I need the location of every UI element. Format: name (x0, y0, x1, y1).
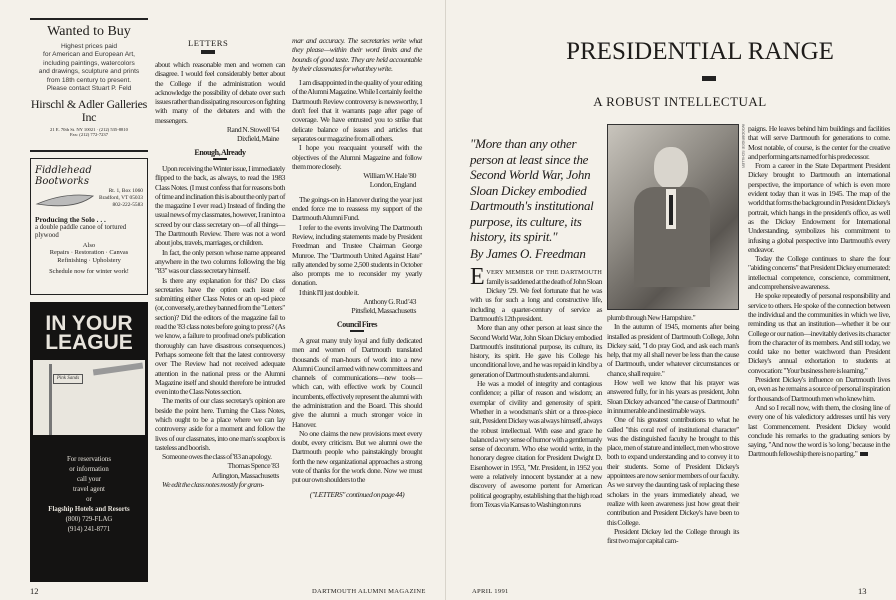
ad-phone: 802-222-5583 (112, 202, 143, 208)
ad-headline: Producing the Solo . . . (35, 215, 106, 224)
article-subtitle: A ROBUST INTELLECTUAL (593, 94, 767, 109)
ad-headline (30, 314, 148, 352)
letter-location: London, England (369, 180, 416, 190)
letter-paragraph: In fact, the only person whose name appeared anywhere in the two columns following the big "83" was our class secretary himself. (155, 247, 285, 276)
letter-signature: Rand N. Stowell '64 (226, 125, 279, 135)
letter-paragraph: I refer to the events involving The Dartmouth Review, including statements made by President Freedman and Trustee Chairman George Munroe. The "Dartmouth United Against Hate" rally attended by some 2,500 students in October also prompts me to reconsider my yearly donation. (292, 222, 422, 288)
article-title: PRESIDENTIAL RANGE (566, 38, 834, 65)
article-paragraph: paigns. He leaves behind him buildings and facilities that will serve Dartmouth for generations to come. Most notable, of course, is the center for the creative and performing arts named for his predecessor. (748, 124, 890, 161)
ad-title: Wanted to Buy (47, 24, 131, 39)
ad-line: for American and European Art, (43, 51, 135, 59)
letter-location: Dixfield, Maine (236, 134, 279, 144)
ad-divider (30, 18, 148, 20)
ad-also: Also (82, 242, 96, 250)
letters-column-1 (155, 60, 285, 489)
page-number-right: 13 (858, 586, 867, 596)
ad-line: travel agent (73, 486, 105, 493)
ad-in-your-league (30, 302, 148, 582)
article-paragraph: How well we know that his prayer was answered fully, for in his years as president, John Sloan Dickey advanced "the cause of Dartmouth" in innumerable and inestimable ways. (607, 378, 739, 415)
article-paragraph: From a career in the State Department President Dickey brought to Dartmouth an international perspective, the importance of which is even more evident today than it was in 1945. The map of the world that forms the background in President Dickey's portrait, which hangs in the president's office, as well as the Dickey Endowment for International Understanding, symbolizes his commitment to infusing a global perspective into Dartmouth's every endeavor. (748, 161, 890, 254)
ad-fiddlehead-bootworks (30, 158, 148, 295)
page-number-left: 12 (30, 586, 39, 596)
continued-note[interactable]: ("LETTERS" continued on page 44) (309, 489, 405, 499)
article-paragraph: President Dickey led the College through its first two major capital cam- (607, 526, 739, 546)
heading-rule (350, 330, 364, 332)
ad-address: 21 E. 70th St. NY 10021 · (212) 535-8810 (50, 127, 128, 133)
canoe-illustration (35, 188, 95, 212)
article-paragraph: He was a model of integrity and contagious confidence; a pillar of reason and wisdom; an exemplar of civility and generosity of spirit. Whether in a woodsman's shirt or a three-piece suit, President Dickey was always himself, always the robust intellectual. With ease and grace he balanced a wry sense of humor with a gentlemanly sense of decorum. Who else would write, in the honorary degree citation for President Dwight D. Eisenhower in 1953, "Mr. President, in 1952 you were a relatively innocent bystander at a new discovery of awesome portent for American political geography, establishing that the high road from Texas via Kansas to Washington runs (470, 379, 602, 509)
ad-fax: Fax: (212) 772-7237 (69, 132, 109, 138)
article-paragraph: More than any other person at least since the Second World War, John Sloan Dickey embodied Dartmouth's institutional purpose, its culture, its history, its spirit. He gave his College his unconditional love, and he was repaid in kind by a generation of Dartmouth students and alumni. (470, 323, 602, 379)
ad-line: including paintings, watercolors (43, 59, 135, 67)
article-paragraph: Today the College continues to share the four "abiding concerns" that President Dickey enumerated: intellectual competence, conscience, commitment, and comprehensive awareness. (748, 254, 890, 292)
letter-signature: Thomas Spence '83 (227, 461, 279, 471)
article-lead-column (470, 136, 602, 509)
letters-column-2 (292, 36, 422, 499)
ad-line: Highest prices paid (60, 43, 118, 50)
letter-paragraph: Is there any explanation for this? Do class secretaries have the option each issue of submitting either Class Notes or an op-ed piece (or, conversely, are they banned from the "Letters" section)? Did the editors of the magazine fail to read the '83 class notes before going to press? (As we know, a failure to proofread one's publication thoroughly can have disastrous consequences.) Perhaps someone felt that the latest controversy over The Review had not received adequate attention in the national press or the Alumni Magazine itself and should therefore be intruded even into the Class Notes section. (155, 275, 285, 397)
letter-paragraph: Someone owes the class of '83 an apology. (162, 452, 272, 462)
ad-services: Repairs · Restoration · Canvas Refinishing · Upholstery (49, 249, 129, 265)
article-column-2 (607, 313, 739, 545)
section-bar (201, 50, 215, 54)
article-paragraph: And so I recall now, with them, the closing line of every one of his valedictory addresses until his very last Commencement. President Dickey would conclude his remarks to the graduating seniors by saying, "And now the word is 'so long,' because in the Dartmouth fellowship there is no parting." (748, 402, 890, 459)
ad-headline-line: LEAGUE (45, 331, 133, 354)
title-bar (702, 76, 716, 81)
article-paragraph: family is saddened at the death of John Sloan Dickey '29. We feel fortunate that he was with us for such a long and constructive life, including a quarter-century of service as Dartmouth's 12th president. (470, 276, 602, 323)
sign-text: Pink Sands (53, 374, 83, 384)
article-paragraph: plumb through New Hampshire." (607, 313, 696, 322)
ad-wanted-to-buy (30, 24, 148, 137)
article-paragraph: One of his greatest contributions to what he called "this coral reef of institutional character" was the distinguished faculty he brought to this place, men of stature and intellect, men who strove both to expand understanding and to convey it to their students. Some of President Dickey's appointees are now senior members of our faculty. As we survey the daunting task of replacing these scholars in the years immediately ahead, we realize with keen awareness just how great their contribution and President Dickey's have been to this College. (607, 415, 739, 527)
issue-date: APRIL 1991 (472, 588, 509, 595)
article-paragraph: He spoke repeatedly of personal responsibility and service to others. He spoke of the connection between the individual and the communities in which we live, reminding us that an institution—whether it be our College or our nation—inevitably derives its character from the character of its members. And still today, we could take no better watchword than President Dickey's annual exhortation to students at convocation: "Your business here is learning." (748, 291, 890, 375)
letter-paragraph: The merits of our class secretary's opinion are beside the point here. Turning the Class Notes, which ought to be a place where we can lay controversy aside for a moment and follow the lives of our classmates, into one man's soapbox is tasteless and boorish. (155, 396, 285, 452)
ad-divider (30, 150, 148, 152)
letter-paragraph: Upon receiving the Winter issue, I immediately flipped to the back, as always, to read the 1983 Class Notes. (I must confess that for reasons both of time and inclination this is about the only part of the magazine I ever read.) Instead of finding the usual news of my classmates, however, I ran into a screed by our class secretary on—of all things—The Dartmouth Review. There was not a word about jobs, travels, marriages, or children. (155, 163, 285, 248)
letter-paragraph: No one claims the new provisions meet every doubt, every criticism. But we alumni owe the Dartmouth people who painstakingly brought forth the new organizational approaches a strong vote of thanks for the work done. Now we must put our own shoulders to the (292, 428, 422, 485)
beach-signpost-illustration (33, 360, 145, 435)
letter-heading: Enough, Already (194, 147, 246, 157)
letter-paragraph: I am disappointed in the quality of your editing of the Alumni Magazine. While I certainly feel the Dartmouth Review controversy is newsworthy, I don't feel that it warrants page after page of coverage. We have entrusted you to strike that delicate balance of issues and articles that separates our magazine from all others. (292, 78, 422, 143)
ad-line: call your (77, 476, 101, 483)
ad-phone: (800) 729-FLAG (65, 516, 113, 523)
ad-line: or information (69, 466, 109, 473)
ad-line: For reservations (67, 456, 111, 463)
article-paragraph: President Dickey's influence on Dartmouth lives on, even as he remains a source of personal inspiration for thousands of Dartmouth men who knew him. (748, 375, 890, 403)
letter-location: Arlington, Massachusetts (211, 470, 279, 480)
heading-rule (213, 158, 227, 160)
section-header-letters: LETTERS (188, 38, 229, 48)
ad-line: or (86, 496, 92, 503)
letter-paragraph: A great many truly loyal and fully dedicated men and women of Dartmouth translated thousands of man-hours of work into a new Alumni Council armed with new committees and channels of communications—new tools—which can, with effective work by Council incumbents, effectively represent the alumni with the administration and the Board. This should give the alumni a much stronger voice in Hanover. (292, 335, 422, 429)
article-column-1 (470, 263, 602, 510)
ad-line: from 18th century to present. (46, 76, 132, 84)
ad-phone: (914) 241-8771 (67, 526, 111, 533)
letter-location: Pittsfield, Massachusetts (351, 306, 416, 316)
ad-line: and drawings, sculpture and prints (38, 68, 140, 76)
ad-description: a double paddle canoe of tortured plywood (35, 224, 127, 240)
letter-paragraph: The goings-on in Hanover during the year just ended force me to reassess my support of the Dartmouth Alumni Fund. (292, 194, 422, 223)
ad-cta: Schedule now for winter work! (49, 268, 129, 276)
ad-address: Bradford, VT 05033 (99, 195, 143, 201)
end-mark (860, 452, 868, 456)
article-paragraph: In the autumn of 1945, moments after being installed as president of Dartmouth College, John Dickey said, "I do pray God, and ask each man's help, that my all shall never be less than the cause of Dartmouth, under whatever circumstances or chance, shall require." (607, 322, 739, 378)
editor-note: We edit the class notes mostly for gram- (162, 480, 264, 490)
letter-paragraph: I think I'll just double it. (299, 287, 359, 297)
lead-in: VERY MEMBER OF THE DARTMOUTH (486, 268, 602, 276)
ad-address: Rt. 1, Box 1060 (108, 188, 143, 194)
hirschl-adler-logo: Hirschl & Adler Galleries Inc (30, 97, 148, 125)
letter-signature: William W. Hale '80 (363, 171, 416, 181)
photo-credit: WOODBRIDGE SCHILLER (741, 124, 745, 168)
pull-quote: "More than any other person at least since the Second World War, John Sloan Dickey embodied Dartmouth's institutional purpose, its culture, its history, its spirit." (470, 136, 594, 244)
byline: By James O. Freedman (470, 245, 586, 261)
letter-signature: Anthony G. Rud '43 (363, 297, 416, 307)
letter-paragraph: about which reasonable men and women can disagree. I would feel considerably better about the College if the administration would acknowledge the possibility of debate over such issues rather than dissipating resources on fighting with many of the debaters and with the messengers. (155, 60, 285, 125)
magazine-name: DARTMOUTH ALUMNI MAGAZINE (312, 588, 426, 595)
fiddlehead-logo: Fiddlehead Bootworks (35, 165, 92, 187)
letter-paragraph: I hope you reacquaint yourself with the objectives of the Alumni Magazine and follow them more closely. (292, 143, 422, 171)
page-gutter (445, 0, 446, 600)
ad-headline-line: IN YOUR (45, 312, 133, 335)
letter-heading: Council Fires (336, 319, 378, 329)
drop-cap: E (470, 263, 485, 290)
article-column-3 (748, 124, 890, 459)
ad-line: Please contact Stuart P. Feld (46, 85, 132, 93)
portrait-photo (607, 124, 739, 310)
ad-company: Flagship Hotels and Resorts (48, 506, 130, 513)
editor-note: mar and accuracy. The secretaries write what they please—within their word limits and the bounds of good taste. They are held accountable by their classmates for what they write. (292, 36, 422, 73)
